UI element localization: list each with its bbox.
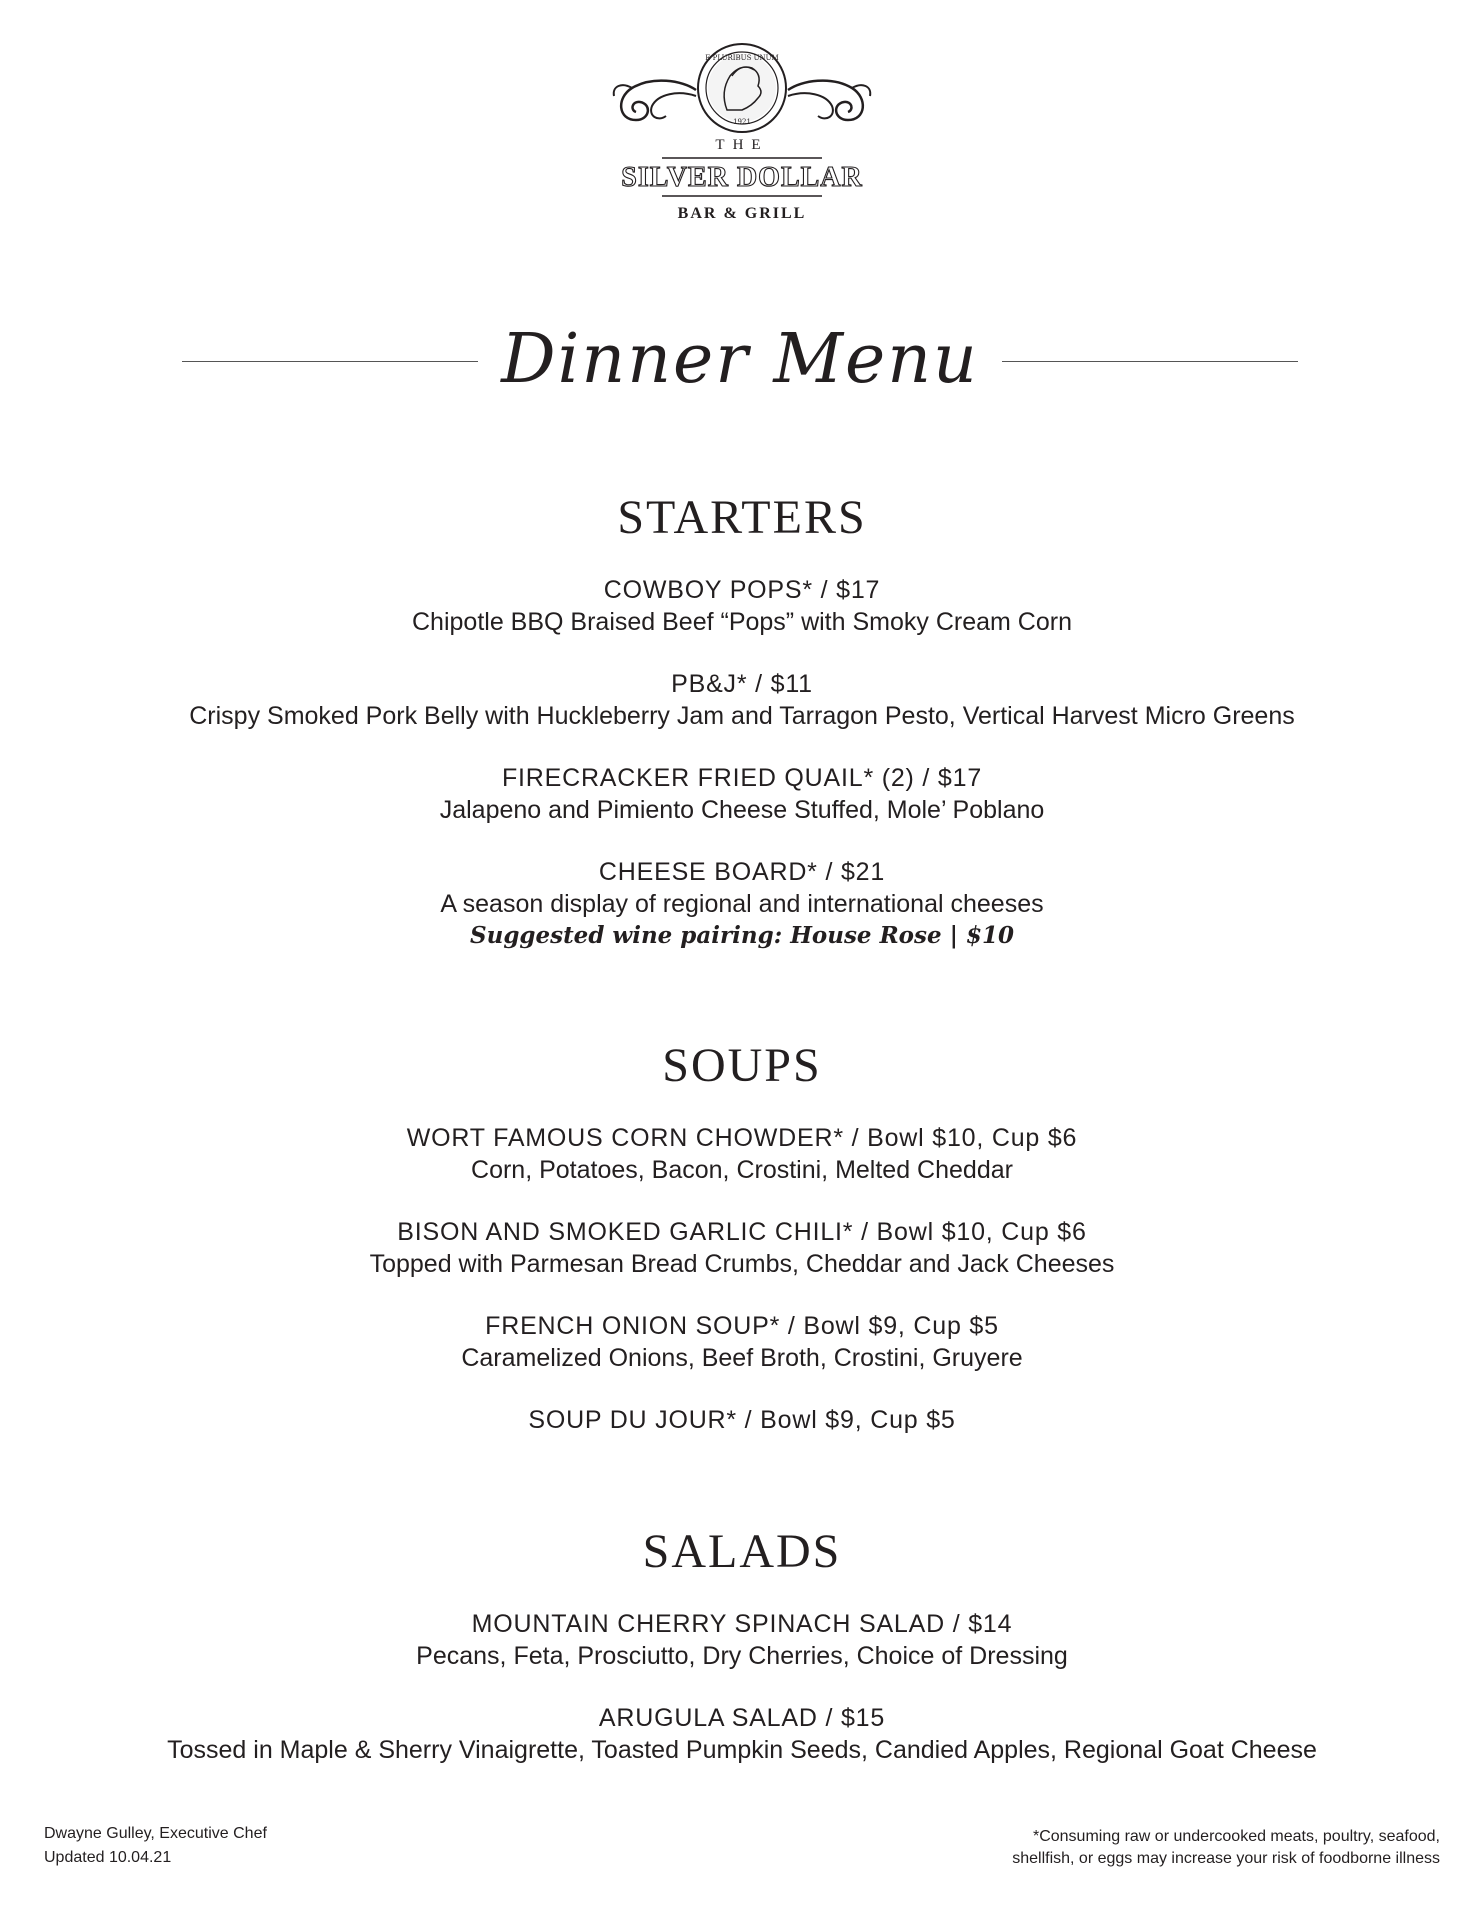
menu-item-description: Chipotle BBQ Braised Beef “Pops” with Smoky Cream Corn	[412, 608, 1072, 636]
menu-item-name: CHEESE BOARD* / $21	[598, 858, 886, 886]
menu-item-name: SOUP DU JOUR* / Bowl $9, Cup $5	[528, 1406, 956, 1434]
svg-text:THE: THE	[715, 137, 769, 153]
section-heading-starters: STARTERS	[617, 491, 867, 544]
menu-item-description: Corn, Potatoes, Bacon, Crostini, Melted Cheddar	[471, 1156, 1013, 1184]
menu-title: Dinner Menu	[501, 320, 979, 399]
svg-text:E PLURIBUS UNUM: E PLURIBUS UNUM	[705, 54, 779, 62]
menu-item-description: Tossed in Maple & Sherry Vinaigrette, Toasted Pumpkin Seeds, Candied Apples, Regional Goat Cheese	[167, 1736, 1317, 1764]
disclaimer-line: shellfish, or eggs may increase your risk of foodborne illness	[1012, 1850, 1440, 1867]
menu-item-name: MOUNTAIN CHERRY SPINACH SALAD / $14	[471, 1610, 1013, 1638]
svg-text:1921: 1921	[733, 118, 751, 126]
menu-item-description: Pecans, Feta, Prosciutto, Dry Cherries, Choice of Dressing	[416, 1642, 1068, 1670]
menu-item-name: BISON AND SMOKED GARLIC CHILI* / Bowl $10, Cup $6	[397, 1218, 1087, 1246]
menu-title-row	[0, 320, 1484, 420]
consumption-disclaimer	[1012, 1826, 1440, 1870]
menu-item-name: FRENCH ONION SOUP* / Bowl $9, Cup $5	[485, 1312, 999, 1340]
disclaimer-line: *Consuming raw or undercooked meats, poultry, seafood,	[1032, 1828, 1440, 1845]
menu-item-description: Caramelized Onions, Beef Broth, Crostini, Gruyere	[461, 1344, 1023, 1372]
menu-item-name: FIRECRACKER FRIED QUAIL* (2) / $17	[501, 764, 983, 792]
section-heading-soups: SOUPS	[662, 1039, 822, 1092]
svg-text:BAR & GRILL: BAR & GRILL	[677, 205, 807, 222]
chef-credit	[44, 1822, 267, 1870]
menu-item-description: Crispy Smoked Pork Belly with Huckleberry Jam and Tarragon Pesto, Vertical Harvest Micro Greens	[189, 702, 1295, 730]
silver-dollar-logo-icon	[592, 40, 892, 240]
menu-item-description: Topped with Parmesan Bread Crumbs, Cheddar and Jack Cheeses	[369, 1250, 1115, 1278]
menu-item-description: Jalapeno and Pimiento Cheese Stuffed, Mole’ Poblano	[439, 796, 1045, 824]
section-heading-salads: SALADS	[642, 1525, 842, 1578]
menu-item-description: A season display of regional and international cheeses	[440, 890, 1044, 918]
svg-text:SILVER DOLLAR: SILVER DOLLAR	[621, 162, 863, 193]
updated-date: Updated 10.04.21	[44, 1849, 172, 1866]
wine-pairing-note: Suggested wine pairing: House Rose | $10	[469, 922, 1014, 949]
menu-item-name: COWBOY POPS* / $17	[603, 576, 881, 604]
title-divider-left	[182, 361, 478, 362]
chef-name: Dwayne Gulley, Executive Chef	[44, 1825, 267, 1842]
menu-item-name: PB&J* / $11	[671, 670, 813, 698]
menu-item-name: WORT FAMOUS CORN CHOWDER* / Bowl $10, Cup $6	[406, 1124, 1078, 1152]
title-divider-right	[1002, 361, 1298, 362]
menu-item-name: ARUGULA SALAD / $15	[598, 1704, 886, 1732]
restaurant-logo	[0, 40, 1484, 240]
